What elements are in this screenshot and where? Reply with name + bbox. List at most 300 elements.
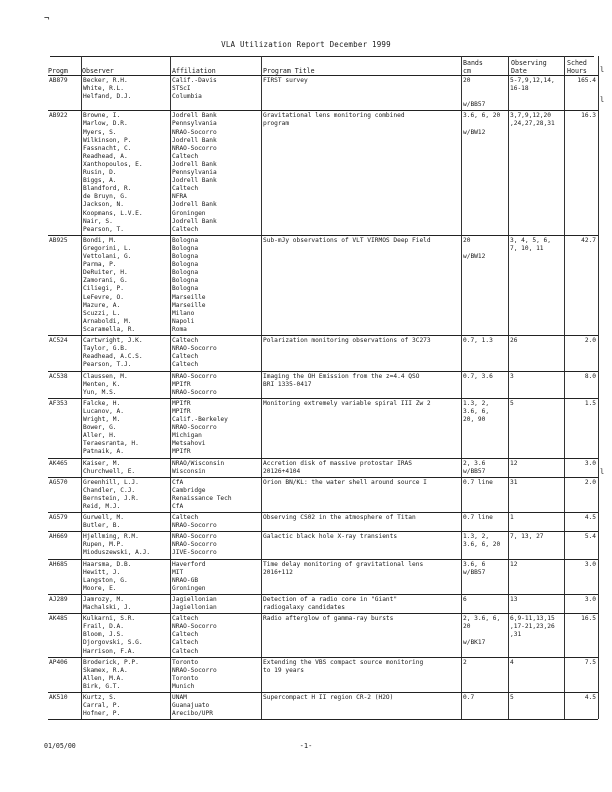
program-title-cell [263,237,460,245]
affiliation-line: Pennsylvania [172,169,217,177]
bands-cell [463,237,508,261]
observer-line: Hewitt, J. [83,568,121,576]
affiliation-line: NRAO-GB [172,576,199,584]
observer-line: Falcke, H. [83,399,121,407]
progm-cell: AF353 [49,399,68,407]
obs-date-cell [510,479,564,487]
affiliation-cell [172,659,260,691]
observer-line: Biggs, A. [83,177,117,185]
bands-cell [463,596,508,604]
observer-line: Bernstein, J.R. [83,494,139,502]
obs-date-cell [510,596,564,604]
progm-cell: AG579 [49,514,68,522]
sched-hours-cell: 16.5 [581,615,596,623]
affiliation-line: NRAO-Socorro [172,128,217,136]
observer-line: Frail, D.A. [83,623,124,631]
obs-date-line: 5-7,9,12,14, [510,77,555,84]
sched-hours-cell: 3.0 [584,459,596,467]
header-obs-date-line2: Date [511,67,527,75]
observer-cell [83,479,170,511]
observer-line: Machalski, J. [83,604,132,612]
observer-line: Wilkinson, P. [83,136,132,144]
affiliation-line: Caltech [172,631,199,639]
observer-line: Scuzzi, L. [83,309,121,317]
bands-cell [463,479,508,487]
affiliation-line: NRAO-Socorro [172,623,217,631]
footer-date: 01/05/00 [44,742,76,750]
observer-line: Greenhill, L.J. [83,478,139,486]
observer-line: Hofner, P. [83,710,121,718]
observer-line: Menten, K. [83,380,121,388]
program-title-line: program [263,120,290,128]
observer-line: Zamorani, G. [83,277,128,285]
observer-line: Lucanov, A. [83,407,124,415]
observer-line: Mazure, A. [83,301,121,309]
bands-line [463,631,508,639]
progm-cell: AK485 [49,615,68,623]
observer-line: Pearson, T. [83,225,124,233]
observer-line: Kurtz, S. [83,694,117,702]
bands-line: 0.7 [463,694,475,702]
affiliation-line: MPIfR [172,407,191,415]
observer-cell [83,400,170,457]
header-sched-hours [567,59,587,75]
bands-cell [463,373,508,381]
affiliation-line: Jodrell Bank [172,160,217,168]
bands-line: 2, 3.6 [463,459,486,467]
affiliation-cell [172,479,260,511]
affiliation-line: NFRA [172,193,187,201]
affiliation-line: Jodrell Bank [172,112,217,120]
affiliation-line: Renaissance Tech [172,494,232,502]
program-title-line: Galactic black hole X-ray transients [263,533,398,541]
affiliation-line: MPIfR [172,399,191,407]
bands-line: w/BB57 [463,101,486,109]
bands-cell [463,460,508,476]
program-title-line: Imaging the OH Emission from the z=4.4 QSO [263,372,420,380]
affiliation-cell [172,694,260,718]
affiliation-line: Caltech [172,353,199,361]
affiliation-line: Calif.-Davis [172,77,217,84]
affiliation-cell [172,533,260,557]
observer-line: Moore, E. [83,584,117,592]
affiliation-line: Bologna [172,261,199,269]
observer-line: Jackson, N. [83,201,124,209]
sched-hours-cell: 1.5 [584,399,596,407]
affiliation-line: Marseille [172,301,206,309]
affiliation-line: Bologna [172,236,199,244]
obs-date-line: 7, 10, 11 [510,244,544,252]
observer-line: Kaiser, M. [83,459,121,467]
obs-date-line: 13 [510,596,518,603]
observer-line: Vettolani, G. [83,253,132,261]
affiliation-line: Michigan [172,432,202,440]
obs-date-line: 5 [510,399,514,407]
bands-cell [463,514,508,522]
program-title-cell [263,337,460,345]
observer-line: Taylor, G.B. [83,345,128,353]
program-title-line: to 19 years [263,666,304,674]
header-bands-line2: cm [463,67,471,75]
obs-date-cell [510,237,564,253]
header-obs-date [511,59,547,75]
program-title-line: Monitoring extremely variable spiral III Zw 2 [263,399,431,407]
affiliation-line: NRAO-Socorro [172,522,217,530]
obs-date-line: 31 [510,478,518,486]
affiliation-line: Toronto [172,674,199,682]
obs-date-line: 1 [510,514,514,522]
program-title-line: Accretion disk of massive protostar IRAS [263,459,413,467]
obs-date-line: ,31 [510,631,522,639]
affiliation-line: Groningen [172,584,206,592]
program-title-cell [263,615,460,623]
bands-line: w/BB57 [463,568,486,576]
obs-date-cell [510,460,564,468]
table-row [48,692,598,720]
observer-line: Xanthopoulos, E. [83,160,143,168]
edge-mark: l [600,66,605,74]
sched-hours-cell: 5.4 [584,533,596,541]
sched-hours-cell: 3.0 [584,560,596,568]
observer-cell [83,533,170,557]
sched-hours-cell: 16.3 [581,112,596,120]
observer-line: Djorgovski, S.G. [83,639,143,647]
progm-cell: AK510 [49,694,68,702]
obs-date-cell [510,77,564,93]
program-title-line: 2016+112 [263,568,293,576]
report-title: VLA Utilization Report December 1999 [221,40,391,49]
program-title-cell [263,460,460,476]
program-title-cell [263,659,460,675]
sched-hours-cell: 165.4 [577,77,596,84]
bands-line: 20 [463,236,471,244]
observer-line: Myers, S. [83,128,117,136]
bands-line: w/BB57 [463,467,486,475]
observer-line: Mioduszewski, A.J. [83,549,151,557]
affiliation-line: Bologna [172,253,199,261]
bands-line: 20, 90 [463,415,486,423]
observer-line: White, R.L. [83,85,124,93]
bands-line: 3.6, 6 [463,560,486,568]
observer-cell [83,596,170,612]
observer-line: Scaramella, R. [83,325,136,333]
progm-cell: AJ289 [49,596,68,603]
sched-hours-cell: 7.5 [584,658,596,666]
affiliation-line: Bologna [172,244,199,252]
obs-date-line: ,24,27,28,31 [510,120,555,128]
header-program-title: Program Title [263,67,315,75]
affiliation-line: Metsahovi [172,440,206,448]
affiliation-line: NRAO-Socorro [172,345,217,353]
observer-cell [83,237,170,334]
bands-line: 1.3, 2, [463,399,490,407]
header-obs-date-line1: Observing [511,59,547,67]
obs-date-cell [510,694,564,702]
progm-cell: AK465 [49,459,68,467]
affiliation-line: NRAO-Socorro [172,533,217,541]
affiliation-line: Munich [172,682,195,690]
observer-line: Butler, B. [83,522,121,530]
observer-line: Haarsma, D.B. [83,560,132,568]
bands-cell [463,615,508,647]
affiliation-line: Caltech [172,639,199,647]
observer-line: Ciliegi, P. [83,285,124,293]
program-title-line: Radio afterglow of gamma-ray bursts [263,615,394,623]
observer-line: Aller, H. [83,432,117,440]
observer-line: Patnaik, A. [83,448,124,456]
obs-date-line: 5 [510,694,514,702]
program-title-cell [263,112,460,128]
obs-date-line: 7, 13, 27 [510,533,544,541]
affiliation-line: Jagiellonian [172,604,217,612]
obs-date-cell [510,373,564,381]
affiliation-line: Marseille [172,293,206,301]
observer-cell [83,337,170,369]
progm-cell: AP406 [49,658,68,666]
affiliation-line: MIT [172,568,184,576]
program-title-cell [263,400,460,408]
observer-cell [83,561,170,593]
observer-line: Browne, I. [83,112,121,120]
program-title-cell [263,533,460,541]
affiliation-line: Haverford [172,560,206,568]
program-title-line: Orion BN/KL: the water shell around source I [263,478,427,486]
header-observer: Observer [82,67,114,75]
affiliation-line: Jodrell Bank [172,201,217,209]
obs-date-cell [510,561,564,569]
bands-line: 3.6, 6, 20 [463,541,501,549]
bands-line [463,85,508,93]
obs-date-line: 4 [510,658,514,666]
program-title-line: Observing CS02 in the atmosphere of Titan [263,514,416,522]
table-row [48,512,598,532]
affiliation-line: Jagiellonian [172,596,217,603]
obs-date-line: 16-18 [510,85,529,93]
bands-line: 3.6, 6, [463,407,490,415]
progm-cell: AB925 [49,236,68,244]
program-title-cell [263,596,460,612]
program-title-line: radiogalaxy candidates [263,604,345,612]
table-row [48,75,598,111]
observer-line: Teraesranta, H. [83,440,139,448]
progm-cell: AB879 [49,77,68,84]
obs-date-line: 3,7,9,12,20 [510,112,551,120]
affiliation-line: Caltech [172,647,199,655]
table-row [48,559,598,595]
affiliation-cell [172,237,260,334]
affiliation-cell [172,561,260,593]
observer-line: Readhead, A. [83,152,128,160]
program-title-line: Detection of a radio core in "Giant" [263,596,398,603]
obs-date-line: 6,9-11,13,15 [510,615,555,623]
affiliation-line: Pennsylvania [172,120,217,128]
obs-date-line: 12 [510,459,518,467]
sched-hours-cell: 4.5 [584,694,596,702]
affiliation-line: JIVE-Socorro [172,549,217,557]
affiliation-cell [172,460,260,476]
table-row [48,531,598,559]
observer-line: Langston, G. [83,576,128,584]
table-row [48,335,598,371]
observer-cell [83,112,170,233]
affiliation-line: NRAO-Socorro [172,388,217,396]
affiliation-line: Jodrell Bank [172,136,217,144]
bands-line: 2 [463,658,467,666]
observer-line: Claussen, M. [83,372,128,380]
affiliation-line: Columbia [172,93,202,101]
affiliation-line: MPIfR [172,448,191,456]
observer-line: Bloom, J.S. [83,631,124,639]
bands-line: 0.7 line [463,478,493,486]
observer-line: Rusin, D. [83,169,117,177]
observer-line: Arnaboldi, M. [83,317,132,325]
bands-line: 20 [463,77,471,84]
program-title-line: Supercompact H II region CR-2 (H2O) [263,694,394,702]
program-title-line: Time delay monitoring of gravitational lens [263,560,424,568]
bands-line: 0.7, 3.6 [463,372,493,380]
header-sched-hours-line1: Sched [567,59,587,67]
affiliation-line: CfA [172,478,184,486]
affiliation-line: NRAO-Socorro [172,372,217,380]
observer-cell [83,77,170,101]
affiliation-line: NRAO-Socorro [172,424,217,432]
observer-cell [83,694,170,718]
affiliation-line: Bologna [172,269,199,277]
bands-cell [463,561,508,577]
observer-cell [83,659,170,691]
sched-hours-cell: 3.0 [584,596,596,603]
header-bands-line1: Bands [463,59,483,67]
program-title-cell [263,373,460,389]
affiliation-line: NRAO-Socorro [172,541,217,549]
table-row [48,477,598,513]
affiliation-line: Caltech [172,152,199,160]
obs-date-cell [510,615,564,639]
obs-date-cell [510,659,564,667]
program-title-line: BRI 1335-0417 [263,380,312,388]
progm-cell: AB922 [49,112,68,120]
bands-line: 0.7 line [463,514,493,522]
affiliation-line: Toronto [172,658,199,666]
affiliation-line: Roma [172,325,187,333]
bands-cell [463,400,508,424]
observer-line: Wright, M. [83,415,121,423]
affiliation-cell [172,373,260,397]
affiliation-line: Groningen [172,209,206,217]
observer-cell [83,615,170,655]
bands-cell [463,659,508,667]
observer-line: Broderick, P.P. [83,658,139,666]
obs-date-cell [510,400,564,408]
affiliation-line: Wisconsin [172,467,206,475]
header-bands [463,59,483,75]
progm-cell: AC538 [49,372,68,380]
observer-line: Carral, P. [83,702,121,710]
observer-line: Bower, G. [83,424,117,432]
obs-date-cell [510,514,564,522]
program-title-cell [263,561,460,577]
table-row [48,657,598,693]
affiliation-cell [172,337,260,369]
affiliation-line: Caltech [172,185,199,193]
bands-cell [463,77,508,109]
program-title-cell [263,77,460,85]
observer-line: Marlow, D.R. [83,120,128,128]
table-row [48,594,598,614]
table-row [48,110,598,236]
obs-date-cell [510,533,564,541]
progm-cell: AH685 [49,560,68,568]
observer-cell [83,373,170,397]
affiliation-cell [172,596,260,612]
observer-line: Koopmans, L.V.E. [83,209,143,217]
observer-line: Cartwright, J.K. [83,337,143,345]
sched-hours-cell: 42.7 [581,236,596,244]
affiliation-line: Caltech [172,337,199,345]
affiliation-cell [172,77,260,101]
affiliation-line: Guanajuato [172,702,210,710]
affiliation-line: Bologna [172,285,199,293]
affiliation-line: NRAO-Socorro [172,666,217,674]
bands-line: w/BK17 [463,639,486,647]
program-title-line: Sub-mJy observations of VLT VIRMOS Deep Field [263,236,431,244]
sched-hours-cell: 4.5 [584,514,596,522]
bands-cell [463,533,508,549]
affiliation-line: MPIfR [172,380,191,388]
observer-line: Bondi, M. [83,236,117,244]
observer-cell [83,460,170,476]
table-row [48,613,598,658]
observer-line: Allen, M.A. [83,674,124,682]
program-title-line: 20126+4104 [263,467,301,475]
affiliation-line: Napoli [172,317,195,325]
bands-line [463,93,508,101]
affiliation-line: CfA [172,502,184,510]
bands-cell [463,337,508,345]
bands-line: 0.7, 1.3 [463,337,493,345]
header-progm: Progm [48,67,68,75]
observer-line: Churchwell, E. [83,467,136,475]
program-title-line: Gravitational lens monitoring combined [263,112,405,120]
observer-line: LeFevre, O. [83,293,124,301]
bands-line: w/BW12 [463,253,486,261]
affiliation-line: STScI [172,85,191,93]
affiliation-line: Caltech [172,225,199,233]
column-rule [598,56,599,719]
obs-date-line: 3 [510,372,514,380]
observer-line: Readhead, A.C.S. [83,353,143,361]
obs-date-line: 26 [510,337,518,345]
affiliation-cell [172,615,260,655]
bands-line: 20 [463,623,471,631]
affiliation-line: Caltech [172,361,199,369]
edge-mark: l [600,96,605,104]
header-sched-hours-line2: Hours [567,67,587,75]
table-bottom-rule [48,719,598,720]
program-title-line: FIRST survey [263,77,308,84]
obs-date-cell [510,112,564,128]
program-title-cell [263,514,460,522]
program-title-cell [263,479,460,487]
obs-date-cell [510,337,564,345]
table-row [48,371,598,399]
affiliation-line: Jodrell Bank [172,217,217,225]
affiliation-line: Cambridge [172,486,206,494]
affiliation-cell [172,400,260,457]
affiliation-line: Caltech [172,615,199,623]
observer-line: Skamex, R.A. [83,666,128,674]
bands-line [463,245,508,253]
